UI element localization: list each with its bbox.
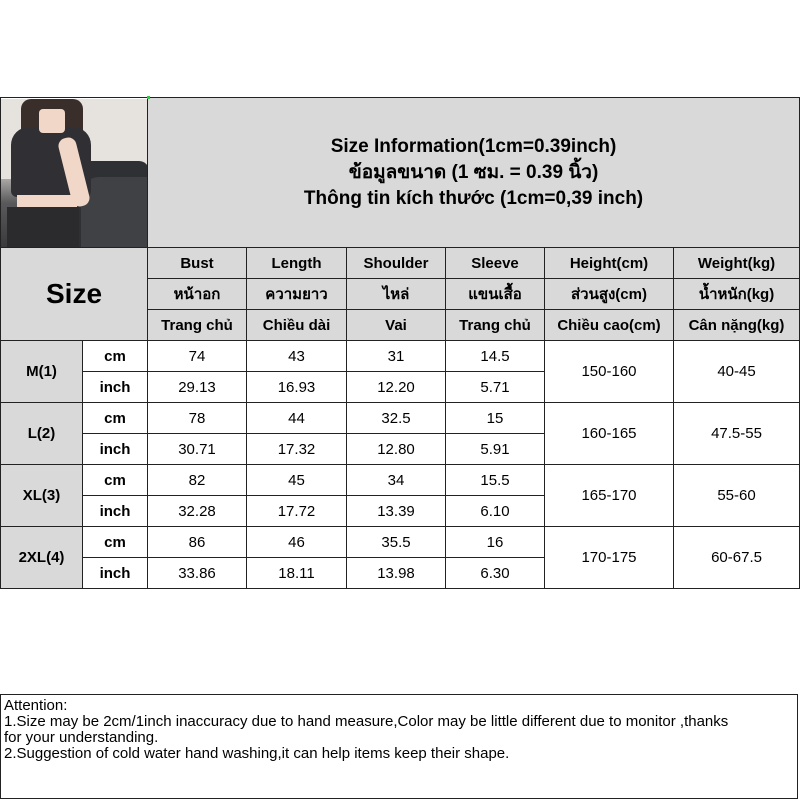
shoulder-inch: 13.98	[347, 558, 446, 589]
col-shoulder-th: ไหล่	[347, 279, 446, 310]
sleeve-inch: 5.71	[446, 372, 545, 403]
shoulder-cm: 34	[347, 465, 446, 496]
unit-inch: inch	[83, 372, 148, 403]
col-length-en: Length	[247, 248, 347, 279]
col-bust-vi: Trang chủ	[148, 310, 247, 341]
col-weight-th: น้ำหนัก(kg)	[674, 279, 800, 310]
length-cm: 44	[247, 403, 347, 434]
attention-heading: Attention:	[4, 697, 68, 714]
title-line-th: ข้อมูลขนาด (1 ซม. = 0.39 นิ้ว)	[348, 161, 599, 183]
size-chart-sheet	[0, 97, 800, 762]
length-inch: 17.72	[247, 496, 347, 527]
height-range: 150-160	[545, 341, 674, 403]
size-label-l: L(2)	[1, 403, 83, 465]
size-table	[0, 97, 800, 589]
col-sleeve-en: Sleeve	[446, 248, 545, 279]
height-range: 170-175	[545, 527, 674, 589]
col-sleeve-vi: Trang chủ	[446, 310, 545, 341]
length-cm: 45	[247, 465, 347, 496]
title-line-vi: Thông tin kích thước (1cm=0,39 inch)	[303, 187, 644, 209]
length-inch: 17.32	[247, 434, 347, 465]
weight-range: 40-45	[674, 341, 800, 403]
shoulder-cm: 35.5	[347, 527, 446, 558]
col-length-vi: Chiều dài	[247, 310, 347, 341]
col-weight-vi: Cân nặng(kg)	[674, 310, 800, 341]
weight-range: 47.5-55	[674, 403, 800, 465]
size-label-m: M(1)	[1, 341, 83, 403]
unit-cm: cm	[83, 465, 148, 496]
shoulder-cm: 31	[347, 341, 446, 372]
note-1-continued: for your understanding.	[4, 729, 159, 746]
bust-inch: 32.28	[148, 496, 247, 527]
bust-inch: 30.71	[148, 434, 247, 465]
unit-cm: cm	[83, 403, 148, 434]
length-cm: 46	[247, 527, 347, 558]
unit-cm: cm	[83, 341, 148, 372]
bust-inch: 33.86	[148, 558, 247, 589]
bust-inch: 29.13	[148, 372, 247, 403]
weight-range: 55-60	[674, 465, 800, 527]
shoulder-inch: 12.80	[347, 434, 446, 465]
length-inch: 18.11	[247, 558, 347, 589]
size-label-xl: XL(3)	[1, 465, 83, 527]
bust-cm: 74	[148, 341, 247, 372]
col-height-th: ส่วนสูง(cm)	[545, 279, 674, 310]
col-sleeve-th: แขนเสื้อ	[446, 279, 545, 310]
col-bust-en: Bust	[148, 248, 247, 279]
col-shoulder-vi: Vai	[347, 310, 446, 341]
size-header: Size	[1, 248, 148, 341]
shoulder-cm: 32.5	[347, 403, 446, 434]
sleeve-cm: 15.5	[446, 465, 545, 496]
bust-cm: 78	[148, 403, 247, 434]
col-height-vi: Chiều cao(cm)	[545, 310, 674, 341]
unit-inch: inch	[83, 434, 148, 465]
sleeve-inch: 6.30	[446, 558, 545, 589]
unit-inch: inch	[83, 558, 148, 589]
note-2: 2.Suggestion of cold water hand washing,it can help items keep their shape.	[4, 745, 510, 762]
title-line-en: Size Information(1cm=0.39inch)	[330, 135, 617, 157]
sleeve-cm: 14.5	[446, 341, 545, 372]
col-shoulder-en: Shoulder	[347, 248, 446, 279]
unit-inch: inch	[83, 496, 148, 527]
height-range: 165-170	[545, 465, 674, 527]
shoulder-inch: 13.39	[347, 496, 446, 527]
col-weight-en: Weight(kg)	[674, 248, 800, 279]
length-cm: 43	[247, 341, 347, 372]
note-1: 1.Size may be 2cm/1inch inaccuracy due to hand measure,Color may be little different due to monitor ,thanks	[4, 713, 729, 730]
sleeve-inch: 5.91	[446, 434, 545, 465]
product-photo-cell	[1, 98, 148, 248]
corner-marker	[147, 96, 150, 99]
col-height-en: Height(cm)	[545, 248, 674, 279]
col-length-th: ความยาว	[247, 279, 347, 310]
sleeve-inch: 6.10	[446, 496, 545, 527]
height-range: 160-165	[545, 403, 674, 465]
bust-cm: 82	[148, 465, 247, 496]
sleeve-cm: 15	[446, 403, 545, 434]
attention-notes	[0, 694, 798, 799]
unit-cm: cm	[83, 527, 148, 558]
product-photo	[1, 99, 147, 247]
title-cell	[148, 98, 800, 248]
size-label-2xl: 2XL(4)	[1, 527, 83, 589]
shoulder-inch: 12.20	[347, 372, 446, 403]
weight-range: 60-67.5	[674, 527, 800, 589]
sleeve-cm: 16	[446, 527, 545, 558]
length-inch: 16.93	[247, 372, 347, 403]
col-bust-th: หน้าอก	[148, 279, 247, 310]
bust-cm: 86	[148, 527, 247, 558]
